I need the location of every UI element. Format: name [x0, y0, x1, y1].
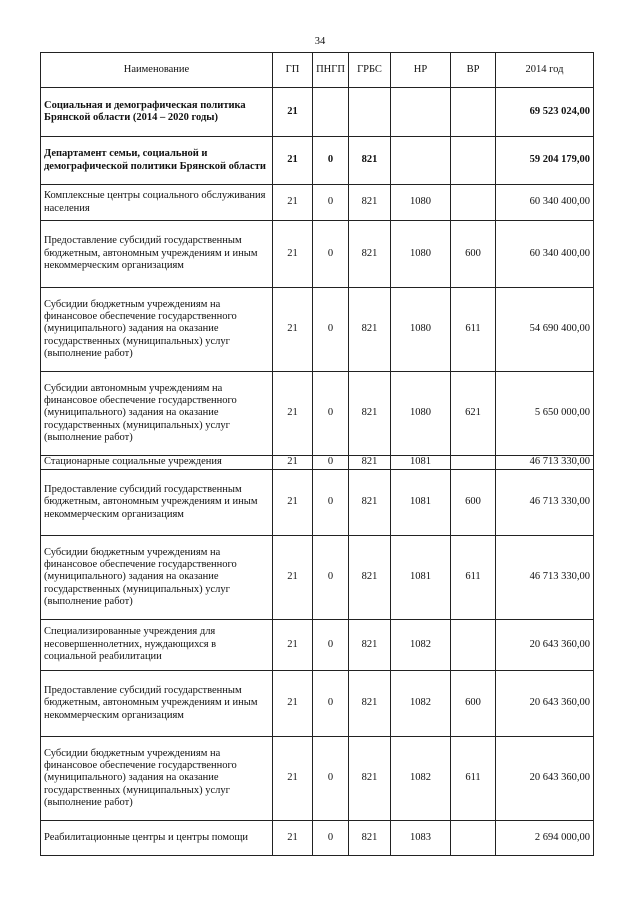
header-name: Наименование — [41, 53, 273, 88]
table-row — [41, 88, 594, 137]
row-vr: 600 — [451, 470, 496, 536]
row-pgp: 0 — [313, 821, 349, 856]
row-gp: 21 — [273, 137, 313, 185]
row-vr: 611 — [451, 737, 496, 821]
row-pgp: 0 — [313, 288, 349, 372]
row-gp: 21 — [273, 536, 313, 620]
row-name: Предоставление субсидий государственным бюджетным, автономным учреждениям и иным некоммерческим организациям — [41, 671, 273, 737]
header-year: 2014 год — [496, 53, 594, 88]
row-np: 1081 — [391, 536, 451, 620]
row-grbs: 821 — [349, 456, 391, 470]
row-amount: 5 650 000,00 — [496, 372, 594, 456]
row-pgp: 0 — [313, 372, 349, 456]
row-vr — [451, 137, 496, 185]
table-row — [41, 456, 594, 470]
row-np: 1083 — [391, 821, 451, 856]
row-pgp: 0 — [313, 137, 349, 185]
table-row — [41, 536, 594, 620]
table-row — [41, 821, 594, 856]
row-pgp: 0 — [313, 737, 349, 821]
row-np — [391, 88, 451, 137]
row-amount: 46 713 330,00 — [496, 536, 594, 620]
row-pgp: 0 — [313, 470, 349, 536]
row-pgp: 0 — [313, 671, 349, 737]
table-row — [41, 288, 594, 372]
row-grbs: 821 — [349, 671, 391, 737]
row-grbs: 821 — [349, 620, 391, 671]
row-grbs — [349, 88, 391, 137]
row-name: Субсидии бюджетным учреждениям на финансовое обеспечение государственного (муниципального) задания на оказание государственных (муниципальных) услуг (выполнение работ) — [41, 288, 273, 372]
row-gp: 21 — [273, 456, 313, 470]
row-amount: 46 713 330,00 — [496, 456, 594, 470]
row-grbs: 821 — [349, 185, 391, 221]
row-amount: 54 690 400,00 — [496, 288, 594, 372]
page-number: 34 — [314, 36, 326, 47]
table-row — [41, 221, 594, 288]
row-name: Социальная и демографическая политика Брянской области (2014 – 2020 годы) — [41, 88, 273, 137]
row-name: Предоставление субсидий государственным бюджетным, автономным учреждениям и иным некоммерческим организациям — [41, 221, 273, 288]
row-vr: 611 — [451, 536, 496, 620]
row-pgp: 0 — [313, 620, 349, 671]
header-gp: ГП — [273, 53, 313, 88]
row-amount: 46 713 330,00 — [496, 470, 594, 536]
row-amount: 60 340 400,00 — [496, 221, 594, 288]
row-np: 1080 — [391, 221, 451, 288]
row-amount: 20 643 360,00 — [496, 620, 594, 671]
table-row — [41, 372, 594, 456]
table-row — [41, 671, 594, 737]
row-np: 1082 — [391, 620, 451, 671]
row-name: Комплексные центры социального обслуживания населения — [41, 185, 273, 221]
row-vr: 600 — [451, 221, 496, 288]
row-pgp: 0 — [313, 221, 349, 288]
row-grbs: 821 — [349, 737, 391, 821]
row-pgp: 0 — [313, 456, 349, 470]
row-amount: 60 340 400,00 — [496, 185, 594, 221]
row-vr — [451, 456, 496, 470]
row-amount: 20 643 360,00 — [496, 737, 594, 821]
row-amount: 20 643 360,00 — [496, 671, 594, 737]
row-amount: 59 204 179,00 — [496, 137, 594, 185]
row-vr: 611 — [451, 288, 496, 372]
row-grbs: 821 — [349, 137, 391, 185]
row-pgp: 0 — [313, 185, 349, 221]
header-np: НР — [391, 53, 451, 88]
row-name: Специализированные учреждения для несовершеннолетних, нуждающихся в социальной реабилитации — [41, 620, 273, 671]
row-gp: 21 — [273, 221, 313, 288]
header-pgp: ПНГП — [313, 53, 349, 88]
row-gp: 21 — [273, 821, 313, 856]
row-name: Департамент семьи, социальной и демографической политики Брянской области — [41, 137, 273, 185]
budget-table — [40, 52, 594, 856]
table-row — [41, 137, 594, 185]
header-vr: ВР — [451, 53, 496, 88]
table-row — [41, 185, 594, 221]
table-header-row — [41, 53, 594, 88]
row-np — [391, 137, 451, 185]
row-pgp — [313, 88, 349, 137]
row-vr — [451, 185, 496, 221]
row-grbs: 821 — [349, 288, 391, 372]
row-gp: 21 — [273, 288, 313, 372]
row-name: Реабилитационные центры и центры помощи — [41, 821, 273, 856]
row-gp: 21 — [273, 671, 313, 737]
row-gp: 21 — [273, 620, 313, 671]
table-row — [41, 620, 594, 671]
row-gp: 21 — [273, 737, 313, 821]
row-gp: 21 — [273, 185, 313, 221]
row-grbs: 821 — [349, 470, 391, 536]
row-gp: 21 — [273, 470, 313, 536]
row-np: 1082 — [391, 671, 451, 737]
row-np: 1081 — [391, 456, 451, 470]
row-grbs: 821 — [349, 821, 391, 856]
table-row — [41, 737, 594, 821]
row-np: 1080 — [391, 372, 451, 456]
row-vr — [451, 88, 496, 137]
row-gp: 21 — [273, 88, 313, 137]
row-vr — [451, 620, 496, 671]
row-name: Субсидии бюджетным учреждениям на финансовое обеспечение государственного (муниципального) задания на оказание государственных (муниципальных) услуг (выполнение работ) — [41, 536, 273, 620]
row-vr: 600 — [451, 671, 496, 737]
row-np: 1080 — [391, 288, 451, 372]
row-name: Стационарные социальные учреждения — [41, 456, 273, 470]
header-grbs: ГРБС — [349, 53, 391, 88]
row-vr: 621 — [451, 372, 496, 456]
row-amount: 2 694 000,00 — [496, 821, 594, 856]
row-amount: 69 523 024,00 — [496, 88, 594, 137]
row-pgp: 0 — [313, 536, 349, 620]
row-name: Субсидии автономным учреждениям на финансовое обеспечение государственного (муниципального) задания на оказание государственных (муниципальных) услуг (выполнение работ) — [41, 372, 273, 456]
row-np: 1082 — [391, 737, 451, 821]
row-name: Субсидии бюджетным учреждениям на финансовое обеспечение государственного (муниципального) задания на оказание государственных (муниципальных) услуг (выполнение работ) — [41, 737, 273, 821]
table-row — [41, 470, 594, 536]
row-gp: 21 — [273, 372, 313, 456]
row-grbs: 821 — [349, 536, 391, 620]
row-grbs: 821 — [349, 372, 391, 456]
row-name: Предоставление субсидий государственным бюджетным, автономным учреждениям и иным некоммерческим организациям — [41, 470, 273, 536]
row-vr — [451, 821, 496, 856]
row-grbs: 821 — [349, 221, 391, 288]
row-np: 1080 — [391, 185, 451, 221]
row-np: 1081 — [391, 470, 451, 536]
